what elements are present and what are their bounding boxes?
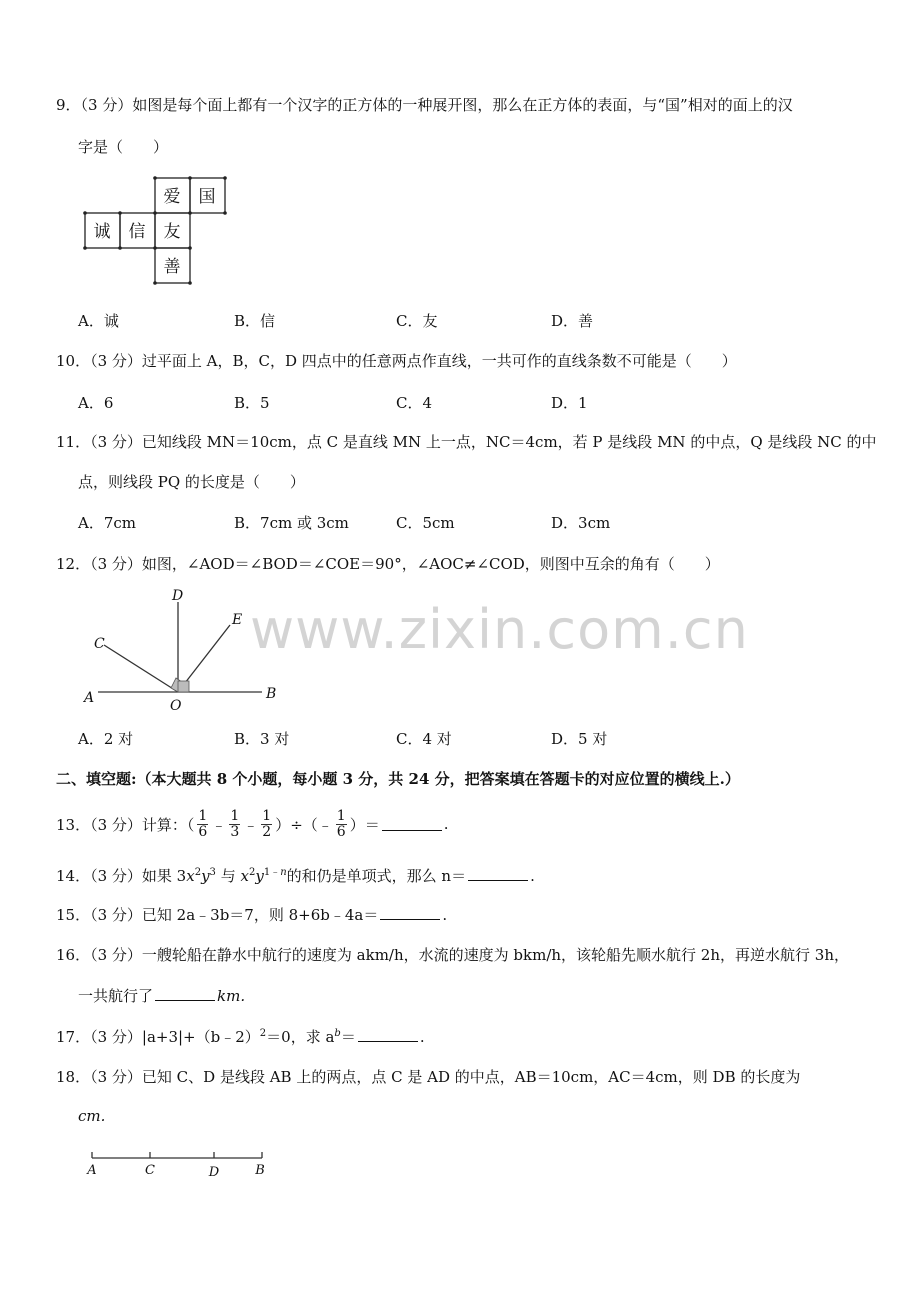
q18-line1: 18．（3 分）已知 C、D 是线段 AB 上的两点，点 C 是 AD 的中点，AB＝10cm，AC＝4cm，则 DB 的长度为 bbox=[56, 1068, 801, 1086]
net-face-ai: 爱 bbox=[163, 187, 181, 207]
q12-text: 12．（3 分）如图，∠AOD＝∠BOD＝∠COE＝90°，∠AOC≠∠COD，则图中互余的角有（ ） bbox=[56, 555, 720, 573]
q13-answer-blank[interactable] bbox=[382, 818, 442, 831]
net-face-cheng: 诚 bbox=[93, 222, 111, 242]
q14-part-b: 与 bbox=[220, 867, 236, 885]
net-face-xin: 信 bbox=[128, 222, 146, 242]
watermark: www.zixin.com.cn bbox=[250, 598, 749, 661]
q15-text: 15．（3 分）已知 2a﹣3b＝7，则 8+6b﹣4a＝ bbox=[56, 906, 379, 924]
q17-square: 2 bbox=[259, 1028, 267, 1039]
q11-line1: 11．（3 分）已知线段 MN＝10cm，点 C 是直线 MN 上一点，NC＝4cm，若 P 是线段 MN 的中点，Q 是线段 NC 的中 bbox=[56, 433, 877, 451]
label-o: O bbox=[170, 698, 182, 714]
q11-option-a: A．7cm bbox=[78, 514, 137, 532]
q10-option-d: D．1 bbox=[551, 394, 588, 412]
q13-frac1: $\frac{1}{6}$ bbox=[198, 807, 208, 840]
label-a: A bbox=[84, 690, 95, 706]
q13-op2: ﹣ bbox=[243, 815, 259, 834]
q13-frac3: $\frac{1}{2}$ bbox=[262, 807, 272, 840]
q9-option-d: D．善 bbox=[551, 312, 594, 330]
q13-prefix: 13．（3 分）计算：（ bbox=[56, 815, 195, 834]
segment-diagram bbox=[84, 1144, 274, 1180]
q17-answer-blank[interactable] bbox=[358, 1029, 418, 1042]
q14: 14．（3 分）如果 $3x^2y^3$ 与 $x^2y^{1﹣n}$的和仍是单项式，那么 n＝ . bbox=[56, 867, 535, 885]
q16-line2-unit: km. bbox=[217, 987, 246, 1005]
q13-frac4: $\frac{1}{6}$ bbox=[336, 807, 346, 840]
q13-suffix: ）＝ bbox=[349, 815, 380, 834]
q18-line2: cm. bbox=[78, 1107, 106, 1125]
seg-label-a: A bbox=[87, 1163, 97, 1178]
net-face-guo: 国 bbox=[198, 187, 216, 207]
q10-text: 10．（3 分）过平面上 A，B，C，D 四点中的任意两点作直线，一共可作的直线条数不可能是（ ） bbox=[56, 352, 737, 370]
q16-line2 bbox=[78, 985, 245, 1006]
q13-mid: ）÷（﹣ bbox=[275, 815, 333, 834]
seg-label-d: D bbox=[208, 1165, 220, 1180]
net-face-shan: 善 bbox=[163, 257, 181, 277]
q12-option-b: B．3 对 bbox=[234, 730, 290, 748]
q9-option-c: C．友 bbox=[396, 312, 438, 330]
q9-option-a: A．诚 bbox=[78, 312, 119, 330]
q15-answer-blank[interactable] bbox=[380, 907, 440, 920]
q15-end: . bbox=[442, 906, 448, 924]
label-e: E bbox=[232, 612, 243, 628]
q14-part-c: 的和仍是单项式，那么 n＝ bbox=[286, 867, 467, 885]
q12-option-d: D．5 对 bbox=[551, 730, 608, 748]
q16-line1: 16．（3 分）一艘轮船在静水中航行的速度为 akm/h，水流的速度为 bkm/h，该轮船先顺水航行 2h，再逆水航行 3h， bbox=[56, 946, 849, 964]
q14-part-a: 14．（3 分）如果 3 bbox=[56, 867, 187, 885]
q16-answer-blank[interactable] bbox=[155, 988, 215, 1001]
angle-diagram bbox=[78, 582, 288, 714]
seg-label-c: C bbox=[145, 1163, 155, 1178]
q9-option-b: B．信 bbox=[234, 312, 276, 330]
q12-option-a: A．2 对 bbox=[78, 730, 134, 748]
seg-label-b: B bbox=[255, 1163, 265, 1178]
q9-line1: 9．（3 分）如图是每个面上都有一个汉字的正方体的一种展开图，那么在正方体的表面，与“国”相对的面上的汉 bbox=[56, 96, 793, 114]
q10-option-b: B．5 bbox=[234, 394, 270, 412]
q13-end: . bbox=[443, 815, 449, 833]
q13-frac2: $\frac{1}{3}$ bbox=[230, 807, 240, 840]
q17-part-c: ＝ bbox=[340, 1028, 356, 1046]
q17-end: . bbox=[419, 1028, 425, 1046]
q9-line2: 字是（ ） bbox=[78, 138, 169, 156]
q10-option-a: A．6 bbox=[78, 394, 114, 412]
q14-end: . bbox=[530, 867, 535, 885]
q11-option-d: D．3cm bbox=[551, 514, 611, 532]
q14-answer-blank[interactable] bbox=[468, 868, 528, 881]
q16-line2-prefix: 一共航行了 bbox=[78, 987, 154, 1005]
net-face-you: 友 bbox=[163, 222, 181, 242]
section-heading: 二、填空题:（本大题共 8 个小题，每小题 3 分，共 24 分，把答案填在答题卡的对应位置的横线上.） bbox=[56, 770, 740, 788]
q15 bbox=[56, 904, 447, 925]
q13-op1: ﹣ bbox=[211, 815, 227, 834]
label-d: D bbox=[172, 588, 184, 604]
q12-option-c: C．4 对 bbox=[396, 730, 452, 748]
q11-line2: 点，则线段 PQ 的长度是（ ） bbox=[78, 473, 305, 491]
q17-exponent: b bbox=[334, 1028, 341, 1039]
q11-option-b: B．7cm 或 3cm bbox=[234, 514, 349, 532]
q17-part-a: 17．（3 分）|a+3|+（b﹣2） bbox=[56, 1028, 260, 1046]
label-b: B bbox=[266, 686, 277, 702]
q17-part-b: ＝0，求 a bbox=[266, 1028, 335, 1046]
q17 bbox=[56, 1026, 425, 1047]
q11-option-c: C．5cm bbox=[396, 514, 455, 532]
q13 bbox=[56, 804, 449, 844]
label-c: C bbox=[94, 636, 105, 652]
q10-option-c: C．4 bbox=[396, 394, 433, 412]
cube-net-diagram bbox=[80, 174, 240, 290]
